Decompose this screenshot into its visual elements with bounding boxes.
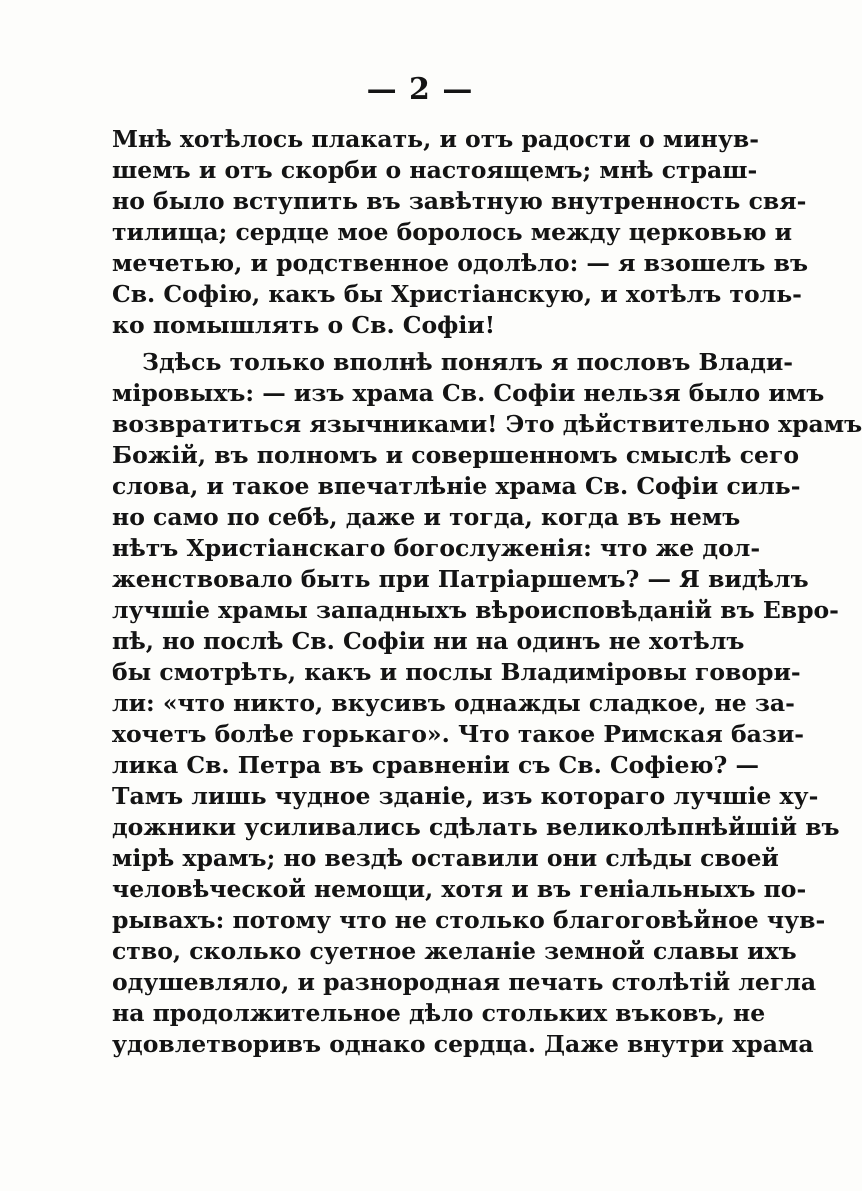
paragraph-2 [112,347,862,1060]
page-number: — 2 — [366,72,474,107]
text-line: бы смотрѣть, какъ и послы Владиміровы говори- [112,658,801,686]
text-line: мечетью, и родственное одолѣло: — я взошелъ въ [112,249,808,277]
text-line: тилища; сердце мое боролось между церковью и [112,218,793,246]
text-line: дожники усиливались сдѣлать великолѣпнѣйшій въ [112,813,840,841]
text-line: лучшіе храмы западныхъ вѣроисповѣданій въ Евро- [112,596,839,624]
text-line: на продолжительное дѣло стольких въковъ, не [112,999,766,1027]
text-line: міровыхъ: — изъ храма Св. Софіи нельзя было имъ [112,379,825,407]
paragraph-1 [112,124,808,341]
text-line: одушевляло, и разнородная печать столѣтій легла [112,968,817,996]
text-line: Св. Софію, какъ бы Христіанскую, и хотѣлъ толь- [112,280,802,308]
text-line: ли: «что никто, вкусивъ однажды сладкое, не за- [112,689,795,717]
text-line: хочетъ болѣе горькаго». Что такое Римская бази- [112,720,805,748]
text-line: человѣческой немощи, хотя и въ геніальныхъ по- [112,875,807,903]
text-line: ство, сколько суетное желаніе земной славы ихъ [112,937,797,965]
text-line: возвратиться язычниками! Это дѣйствительно храмъ [112,410,862,438]
text-line: Божій, въ полномъ и совершенномъ смыслѣ сего [112,441,800,469]
text-line: пѣ, но послѣ Св. Софіи ни на одинъ не хотѣлъ [112,627,745,655]
text-line: Здѣсь только вполнѣ понялъ я пословъ Влади- [142,348,794,376]
text-line: Мнѣ хотѣлось плакать, и отъ радости о минув- [112,125,759,153]
text-line: женствовало быть при Патріаршемъ? — Я видѣлъ [112,565,809,593]
text-line: слова, и такое впечатлѣніе храма Св. Софіи силь- [112,472,801,500]
text-line: Тамъ лишь чудное зданіе, изъ котораго лучшіе ху- [112,782,819,810]
text-line: но было вступить въ завѣтную внутренность свя- [112,187,807,215]
text-line: мірѣ храмъ; но вездѣ оставили они слѣды своей [112,844,779,872]
text-line: нѣтъ Христіанскаго богослуженія: что же дол- [112,534,761,562]
text-line: рывахъ: потому что не столько благоговѣйное чув- [112,906,826,934]
text-line: шемъ и отъ скорби о настоящемъ; мнѣ страш- [112,156,758,184]
text-line: удовлетворивъ однако сердца. Даже внутри храма [112,1030,814,1058]
body-text [112,124,862,1060]
text-line: лика Св. Петра въ сравненіи съ Св. Софіею? — [112,751,759,779]
text-line: ко помышлять о Св. Софіи! [112,311,496,339]
text-line: но само по себѣ, даже и тогда, когда въ немъ [112,503,741,531]
